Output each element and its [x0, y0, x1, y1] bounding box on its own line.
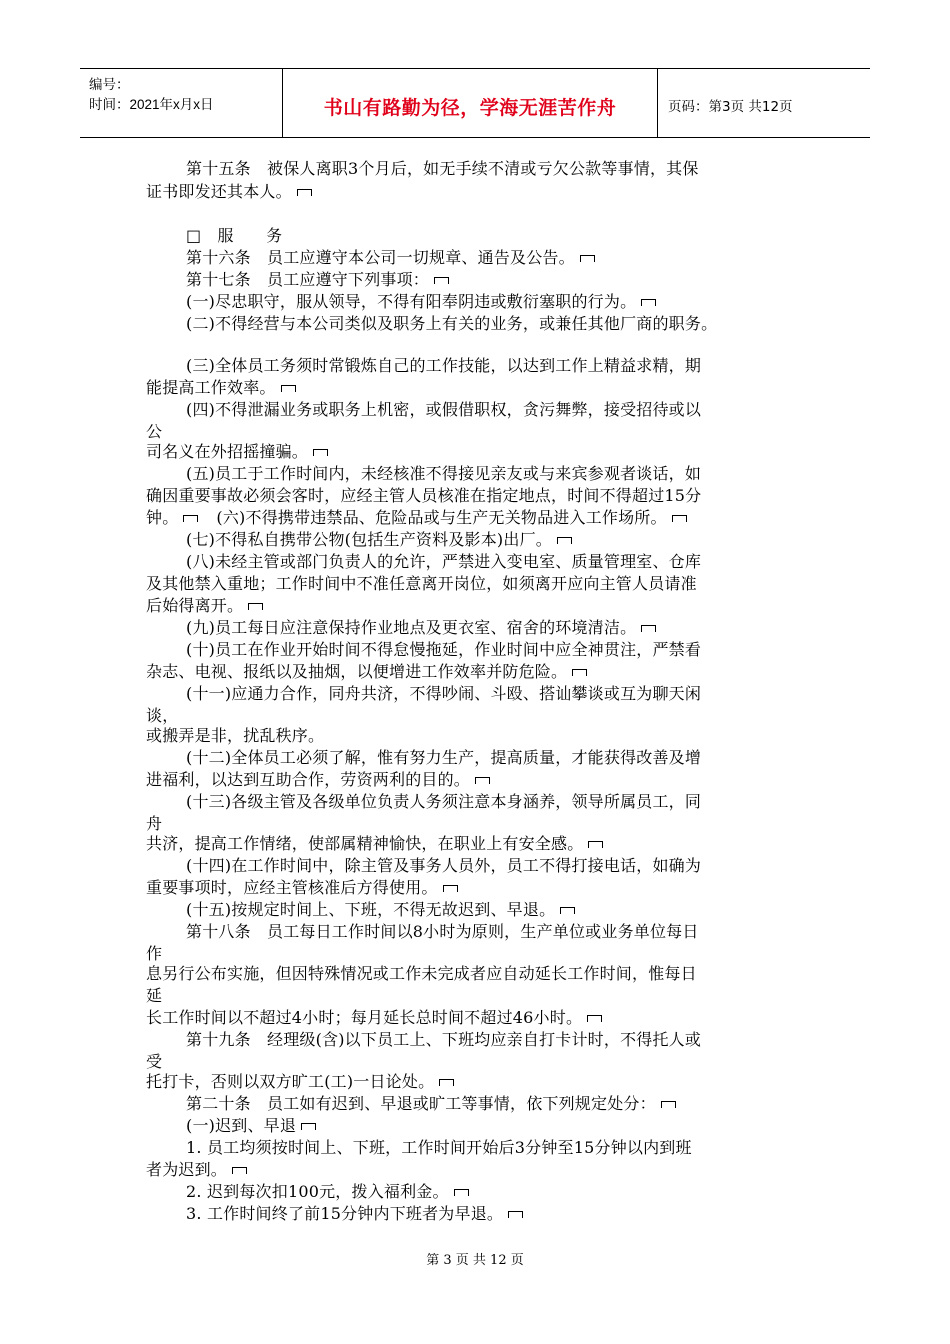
page-header	[80, 68, 870, 138]
text-line: 延	[146, 986, 163, 1005]
text-line: 作	[146, 944, 163, 963]
text-line: (十四)在工作时间中，除主管及事务人员外，员工不得打接电话，如确为	[186, 856, 702, 875]
text-line: 及其他禁入重地；工作时间中不准任意离开岗位，如须离开应向主管人员请准	[146, 574, 697, 593]
paragraph-mark	[641, 299, 656, 306]
text-line: 受	[146, 1052, 163, 1071]
text-line: 2. 迟到每次扣100元，拨入福利金。	[186, 1182, 469, 1202]
paragraph-mark	[248, 603, 263, 610]
text-line: 确因重要事故必须会客时，应经主管人员核准在指定地点，时间不得超过15分	[146, 486, 702, 505]
text-line: 后始得离开。	[146, 596, 263, 616]
paragraph-mark	[572, 669, 587, 676]
text-line: 公	[146, 422, 163, 441]
header-info-cell	[80, 69, 283, 137]
header-page-cell	[658, 69, 870, 137]
paragraph-mark	[641, 625, 656, 632]
text-line: 能提高工作效率。	[146, 378, 296, 398]
text-line: 长工作时间以不超过4小时；每月延长总时间不超过46小时。	[146, 1008, 602, 1028]
text-line: 杂志、电视、报纸以及抽烟，以便增进工作效率并防危险。	[146, 662, 587, 682]
text-line: 进福利，以达到互助合作，劳资两利的目的。	[146, 770, 490, 790]
text-line: (四)不得泄漏业务或职务上机密，或假借职权，贪污舞弊，接受招待或以	[186, 400, 702, 419]
text-line: 钟。 (六)不得携带违禁品、危险品或与生产无关物品进入工作场所。	[146, 508, 687, 528]
text-line: 证书即发还其本人。	[146, 182, 312, 202]
text-line: (十)员工在作业开始时间不得怠慢拖延，作业时间中应全神贯注，严禁看	[186, 640, 702, 659]
text-line: (十五)按规定时间上、下班，不得无故迟到、早退。	[186, 900, 575, 920]
text-line: 息另行公布实施，但因特殊情况或工作未完成者应自动延长工作时间，惟每日	[146, 964, 697, 983]
paragraph-mark	[313, 449, 328, 456]
text-line: 者为迟到。	[146, 1160, 247, 1180]
text-line: 舟	[146, 814, 163, 833]
paragraph-mark	[232, 1167, 247, 1174]
text-line: (一)尽忠职守，服从领导，不得有阳奉阴违或敷衍塞职的行为。	[186, 292, 656, 312]
header-page-number: 页码：第3页 共12页	[668, 99, 793, 115]
text-line: (二)不得经营与本公司类似及职务上有关的业务，或兼任其他厂商的职务。	[186, 314, 718, 333]
text-line: 第十九条 经理级(含)以下员工上、下班均应亲自打卡计时，不得托人或	[186, 1030, 702, 1049]
paragraph-mark	[588, 841, 603, 848]
paragraph-mark	[587, 1015, 602, 1022]
text-line: 重要事项时，应经主管核准后方得使用。	[146, 878, 458, 898]
section-heading: □ 服 务	[186, 226, 283, 245]
header-motto: 书山有路勤为径，学海无涯苦作舟	[323, 97, 617, 119]
paragraph-mark	[301, 1123, 316, 1130]
text-line: (十一)应通力合作，同舟共济，不得吵闹、斗殴、搭讪攀谈或互为聊天闲	[186, 684, 702, 703]
paragraph-mark	[434, 277, 449, 284]
paragraph-mark	[183, 515, 198, 522]
text-line: 或搬弄是非，扰乱秩序。	[146, 726, 325, 745]
text-line: (九)员工每日应注意保持作业地点及更衣室、宿舍的环境清洁。	[186, 618, 656, 638]
text-line: 托打卡，否则以双方旷工(工)一日论处。	[146, 1072, 454, 1092]
paragraph-mark	[281, 385, 296, 392]
text-line: 第二十条 员工如有迟到、早退或旷工等事情，依下列规定处分：	[186, 1094, 676, 1114]
paragraph-mark	[297, 189, 312, 196]
paragraph-mark	[439, 1079, 454, 1086]
text-line: (三)全体员工务须时常锻炼自己的工作技能，以达到工作上精益求精，期	[186, 356, 702, 375]
text-line: 3. 工作时间终了前15分钟内下班者为早退。	[186, 1204, 523, 1224]
text-line: (八)未经主管或部门负责人的允许，严禁进入变电室、质量管理室、仓库	[186, 552, 702, 571]
text-line: (一)迟到、早退	[186, 1116, 316, 1136]
paragraph-mark	[475, 777, 490, 784]
paragraph-mark	[508, 1211, 523, 1218]
text-line: 第十八条 员工每日工作时间以8小时为原则，生产单位或业务单位每日	[186, 922, 699, 941]
text-line: (十三)各级主管及各级单位负责人务须注意本身涵养，领导所属员工，同	[186, 792, 702, 811]
text-line: 谈，	[146, 706, 179, 725]
page-footer: 第 3 页 共 12 页	[426, 1253, 524, 1268]
header-motto-cell	[283, 69, 658, 137]
paragraph-mark	[580, 255, 595, 262]
paragraph-mark	[672, 515, 687, 522]
paragraph-mark	[454, 1189, 469, 1196]
text-line: 第十五条 被保人离职3个月后，如无手续不清或亏欠公款等事情，其保	[186, 159, 699, 178]
text-line: (十二)全体员工必须了解，惟有努力生产，提高质量，才能获得改善及增	[186, 748, 702, 767]
document-number-label: 编号：	[89, 77, 130, 92]
text-line: 共济，提高工作情绪，使部属精神愉快，在职业上有安全感。	[146, 834, 603, 854]
text-line: 第十七条 员工应遵守下列事项：	[186, 270, 449, 290]
text-line: 司名义在外招摇撞骗。	[146, 442, 328, 462]
text-line: 1. 员工均须按时间上、下班，工作时间开始后3分钟至15分钟以内到班	[186, 1138, 692, 1157]
text-line: (七)不得私自携带公物(包括生产资料及影本)出厂。	[186, 530, 572, 550]
paragraph-mark	[557, 537, 572, 544]
text-line: 第十六条 员工应遵守本公司一切规章、通告及公告。	[186, 248, 595, 268]
paragraph-mark	[443, 885, 458, 892]
text-line: (五)员工于工作时间内，未经核准不得接见亲友或与来宾参观者谈话，如	[186, 464, 702, 483]
paragraph-mark	[661, 1101, 676, 1108]
paragraph-mark	[560, 907, 575, 914]
document-date-label: 时间：2021年x月x日	[89, 97, 214, 112]
